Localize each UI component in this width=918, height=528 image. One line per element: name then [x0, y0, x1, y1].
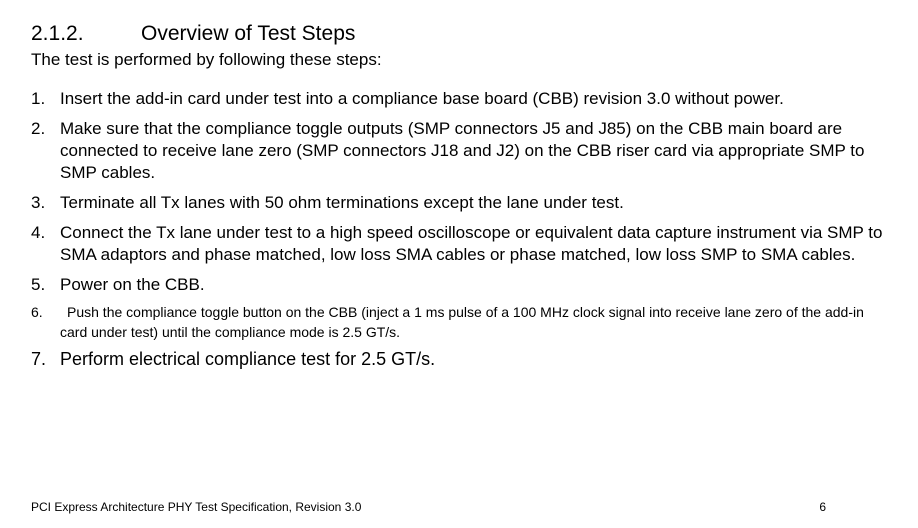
list-item [31, 88, 891, 110]
step-number: 3. [31, 193, 46, 212]
section-intro: The test is performed by following these steps: [31, 50, 382, 69]
step-number: 4. [31, 223, 46, 242]
step-text: Insert the add-in card under test into a compliance base board (CBB) revision 3.0 without power. [60, 89, 784, 108]
section-title: Overview of Test Steps [141, 22, 356, 45]
step-text: Make sure that the compliance toggle outputs (SMP connectors J5 and J85) on the CBB main board are connected to receive lane zero (SMP connectors J18 and J2) on the CBB riser card via appropriate SMP to SMP cables. [60, 119, 865, 182]
section-number: 2.1.2. [31, 22, 84, 45]
list-item [31, 302, 891, 342]
step-text: Terminate all Tx lanes with 50 ohm terminations except the lane under test. [60, 193, 624, 212]
list-item [31, 192, 891, 214]
step-text: Push the compliance toggle button on the CBB (inject a 1 ms pulse of a 100 MHz clock signal into receive lane zero of the add-in card under test) until the compliance mode is 2.5 GT/s. [60, 304, 864, 340]
step-number: 2. [31, 119, 46, 138]
step-text: Perform electrical compliance test for 2.5 GT/s. [60, 349, 436, 369]
step-text: Power on the CBB. [60, 275, 205, 294]
step-number: 1. [31, 89, 46, 108]
step-number: 5. [31, 275, 46, 294]
list-item [31, 274, 891, 296]
page-number: 6 [819, 500, 826, 514]
list-item [31, 347, 891, 371]
step-number: 6. [31, 304, 43, 320]
test-steps-list [31, 88, 891, 379]
step-text: Connect the Tx lane under test to a high speed oscilloscope or equivalent data capture instrument via SMP to SMA adaptors and phase matched, low loss SMA cables or phase matched, low loss SMP to SMA cables. [60, 223, 883, 264]
step-number: 7. [31, 349, 47, 369]
list-item [31, 118, 891, 184]
list-item [31, 222, 891, 266]
section-heading [31, 21, 355, 47]
footer-title: PCI Express Architecture PHY Test Specification, Revision 3.0 [31, 500, 362, 514]
